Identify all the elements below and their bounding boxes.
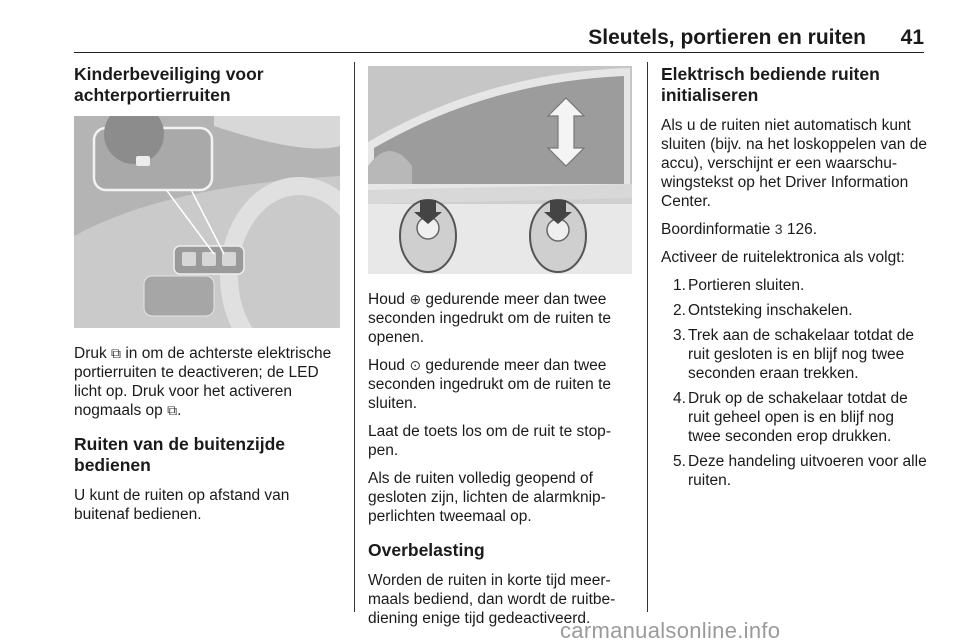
page-reference-arrow-icon: 3 <box>774 221 783 237</box>
paragraph: Houd ⊕ gedurende meer dan twee seconden ingedrukt om de ruiten te openen. <box>368 291 611 346</box>
paragraph: Laat de toets los om de ruit te stoppen. <box>368 423 611 459</box>
page-number: 41 <box>900 26 924 49</box>
header-title: Sleutels, portieren en ruiten <box>588 26 866 49</box>
paragraph: Activeer de ruitelektronica als volgt: <box>661 249 905 266</box>
section-heading: Overbelasting <box>368 540 485 560</box>
child-lock-window-icon: ⧉ <box>111 345 122 361</box>
window-and-key-illustration <box>368 66 632 274</box>
key-lock-icon: ⊙ <box>409 357 422 373</box>
section-heading: Kinderbeveiliging voor achterportierruiten <box>74 64 264 105</box>
list-item: 2. Ontsteking inschakelen. <box>673 302 853 319</box>
paragraph: Boordinformatie 3 126. <box>661 221 818 238</box>
paragraph: U kunt de ruiten op afstand van buitenaf bedienen. <box>74 487 290 523</box>
column-2 <box>368 64 634 637</box>
section-heading: Elektrisch bediende ruiten initialiseren <box>661 64 880 105</box>
list-item: 4. Druk op de schakelaar totdat de ruit geheel open is en blijf nog twee seconden erop drukken. <box>673 390 908 445</box>
paragraph: Worden de ruiten in korte tijd meermaals bediend, dan wordt de ruitbediening enige tijd gedeactiveerd. <box>368 572 616 627</box>
page-header <box>74 22 924 53</box>
key-unlock-icon: ⊕ <box>409 291 422 307</box>
child-lock-window-icon: ⧉ <box>167 402 178 418</box>
paragraph: Als de ruiten volledig geopend of gesloten zijn, lichten de alarmknipperlichten tweemaal op. <box>368 470 606 525</box>
paragraph: Als u de ruiten niet automatisch kunt sluiten (bijv. na het loskoppelen van de accu), verschijnt er een waarschuwingstekst op het Driver Information Center. <box>661 117 927 210</box>
window-key-drawing <box>368 66 632 274</box>
watermark: carmanualsonline.info <box>560 618 781 643</box>
section-heading: Ruiten van de buitenzijde bedienen <box>74 434 285 475</box>
steps-list <box>661 276 929 490</box>
paragraph: Druk ⧉ in om de achterste elektrische portierruiten te deactiveren; de LED licht op. Druk voor het activeren nogmaals op ⧉. <box>74 345 332 419</box>
column-divider <box>647 62 648 612</box>
paragraph: Houd ⊙ gedurende meer dan twee seconden ingedrukt om de ruiten te sluiten. <box>368 357 611 412</box>
door-panel-illustration <box>74 116 340 328</box>
list-item: 5. Deze handeling uitvoeren voor alle ruiten. <box>673 453 927 489</box>
column-divider <box>354 62 355 612</box>
list-item: 1. Portieren sluiten. <box>673 277 805 294</box>
column-3 <box>661 64 929 496</box>
door-panel-drawing <box>74 116 340 328</box>
list-item: 3. Trek aan de schakelaar totdat de ruit gesloten is en blijf nog twee seconden eraan trekken. <box>673 327 915 382</box>
column-1 <box>74 64 342 533</box>
